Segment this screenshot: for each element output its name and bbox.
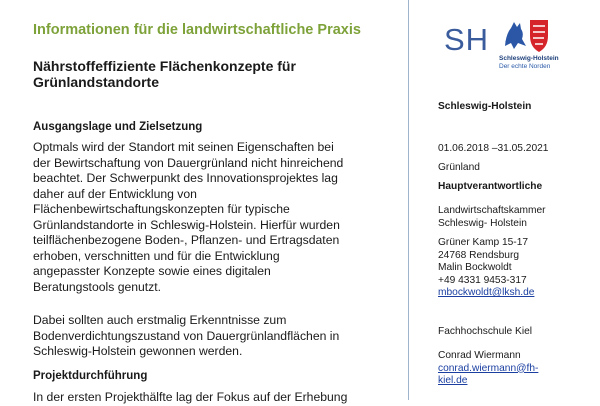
text-line: teilflächenbezogene Boden-, Pflanzen- und Ertragsdaten xyxy=(33,233,340,247)
section-heading-background: Ausgangslage und Zielsetzung xyxy=(33,121,203,133)
project-period: 01.06.2018 –31.05.2021 xyxy=(438,143,549,154)
text-line: Dabei sollten auch erstmalig Erkenntnisse zum xyxy=(33,313,287,327)
region-heading: Schleswig-Holstein xyxy=(438,101,532,112)
partner-contact xyxy=(438,350,538,388)
text-line: Schleswig- Holstein xyxy=(438,217,527,229)
text-line: Schleswig-Holstein gewonnen werden. xyxy=(33,344,243,358)
text-line: Grüner Kamp 15-17 xyxy=(438,237,529,248)
document-title xyxy=(33,58,393,90)
coat-of-arms-icon xyxy=(502,16,550,54)
text-line: Optmals wird der Standort mit seinen Eigenschaften bei xyxy=(33,140,334,154)
partner-email-link[interactable]: conrad.wiermann@fh- xyxy=(438,362,539,374)
text-line: Bodenverdichtungszustand von Dauergrünlandflächen in xyxy=(33,328,340,343)
text-line: +49 4331 9453-317 xyxy=(438,274,527,286)
text-line: Landwirtschaftskammer xyxy=(438,205,546,216)
logo-subtitle-state: Schleswig-Holstein xyxy=(499,55,559,62)
logo-subtitle-slogan: Der echte Norden xyxy=(499,63,551,70)
partner-email-link[interactable]: kiel.de xyxy=(438,375,468,386)
partner-organization: Fachhochschule Kiel xyxy=(438,326,533,337)
info-sidebar xyxy=(408,0,600,400)
lead-contact xyxy=(438,237,534,300)
lead-heading: Hauptverantwortliche xyxy=(438,181,543,192)
title-line: Nährstoffeffiziente Flächenkonzepte für xyxy=(33,58,296,74)
title-line: Grünlandstandorte xyxy=(33,74,160,90)
paragraph-implementation xyxy=(33,390,398,406)
lead-organization xyxy=(438,205,546,230)
paragraph-background xyxy=(33,140,398,295)
text-line: daher auf der Entwicklung von xyxy=(33,186,197,201)
lead-email-link[interactable]: mbockwoldt@lksh.de xyxy=(438,287,535,298)
logo-lettering: SH xyxy=(444,22,490,57)
text-line: 24768 Rendsburg xyxy=(438,249,519,261)
partner-name: Conrad Wiermann xyxy=(438,350,521,361)
text-line: angepasster Konzepte sowie eines digitalen xyxy=(33,264,271,278)
kicker-heading: Informationen für die landwirtschaftliche Praxis xyxy=(33,22,361,38)
text-line: Malin Bockwoldt xyxy=(438,262,512,273)
paragraph-soil-compaction xyxy=(33,313,398,360)
text-line: der Bewirtschaftung von Dauergrünland nicht hinreichend xyxy=(33,155,344,170)
schleswig-holstein-logo xyxy=(444,14,574,76)
text-line: Flächenbewirtschaftungskonzepten für typische xyxy=(33,202,290,216)
text-line: Grünlandstandorte in Schleswig-Holstein. Hierfür wurden xyxy=(33,217,340,232)
text-line: beachtet. Der Schwerpunkt des Innovationsprojektes lag xyxy=(33,171,338,185)
section-heading-implementation: Projektdurchführung xyxy=(33,370,148,382)
text-line: In der ersten Projekthälfte lag der Fokus auf der Erhebung xyxy=(33,390,348,404)
text-line: erhoben, verschnitten und für die Entwicklung xyxy=(33,248,280,263)
project-topic: Grünland xyxy=(438,162,480,173)
text-line: Beratungstools genutzt. xyxy=(33,279,162,294)
